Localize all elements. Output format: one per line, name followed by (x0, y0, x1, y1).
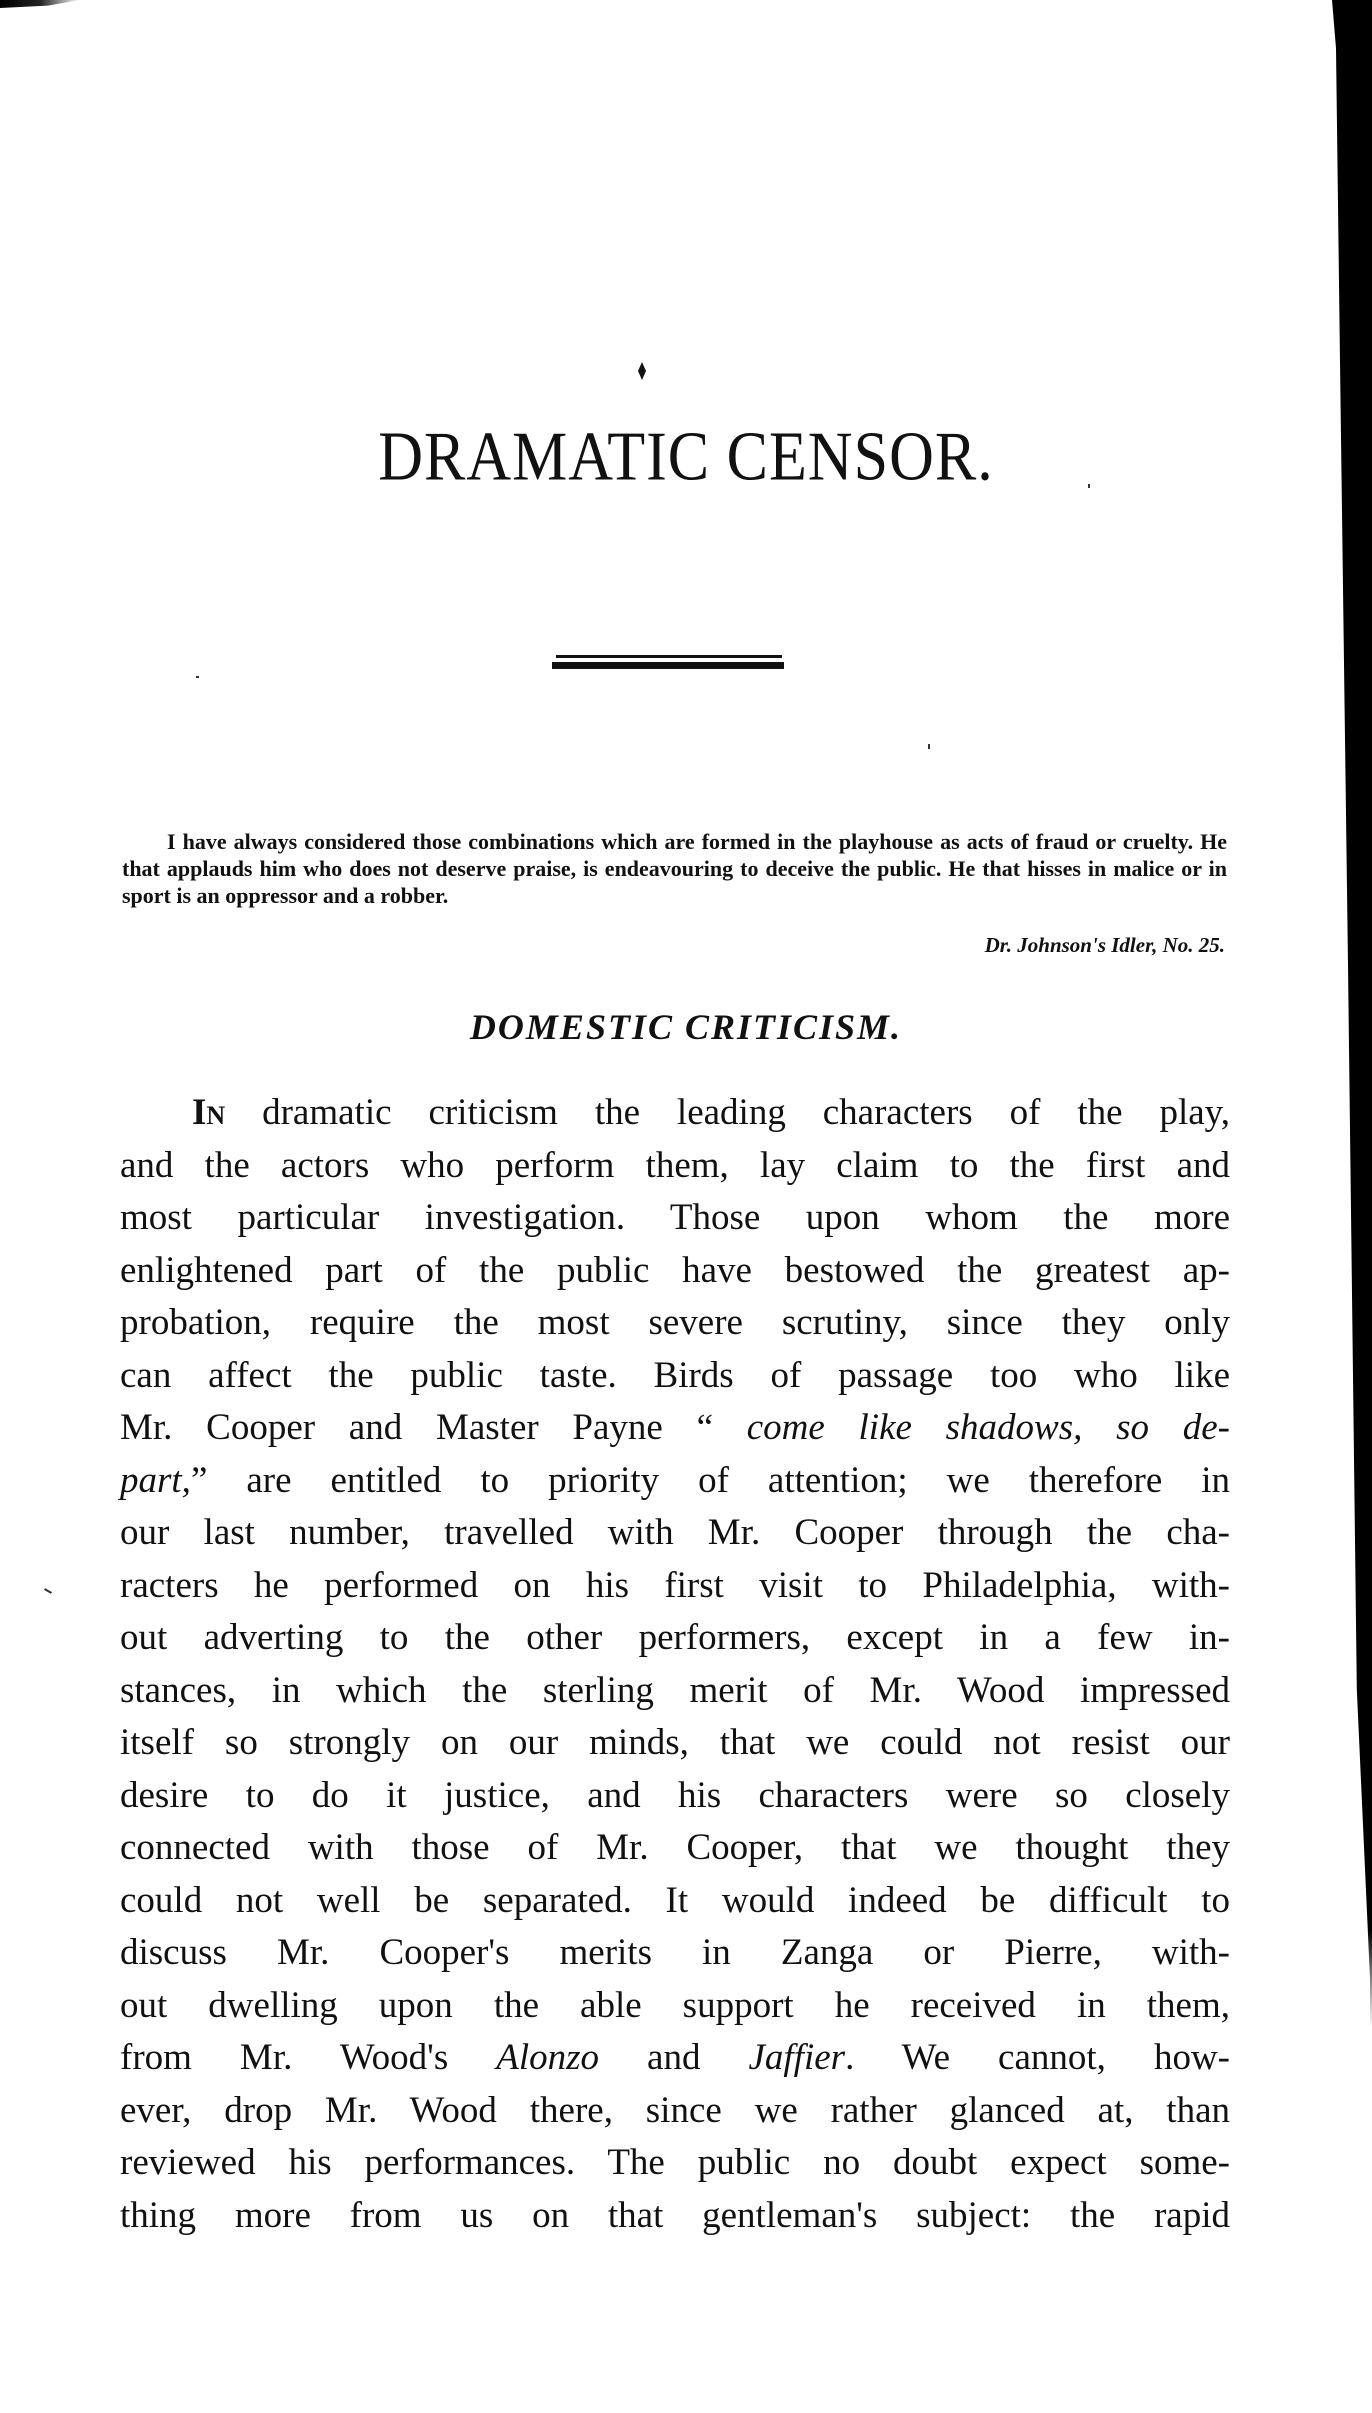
body-line-text: from Mr. Wood's (120, 2037, 497, 2078)
scan-speck (928, 744, 930, 749)
body-line-text: dramatic criticism the leading characters of the play, (225, 1092, 1230, 1133)
role-name-italic: Jaffier (748, 2037, 846, 2078)
opening-word: In (192, 1092, 226, 1133)
body-line: itself so strongly on our minds, that we could not resist our (120, 1722, 1230, 1763)
body-line (120, 1402, 1230, 1455)
scan-speck (44, 1588, 52, 1594)
body-text (120, 1087, 1230, 2242)
body-line-text: . We cannot, how- (845, 2037, 1230, 2078)
epigraph (122, 828, 1227, 909)
body-line: desire to do it justice, and his characters were so closely (120, 1774, 1230, 1816)
rule-thick-line (552, 662, 784, 669)
body-line-text: ” are entitled to priority of attention; we therefore in (190, 1459, 1230, 1501)
rule-thin-line (556, 655, 782, 658)
role-name-italic: Alonzo (496, 2037, 600, 2078)
body-line: thing more from us on that gentleman's subject: the rapid (120, 2194, 1230, 2236)
epigraph-text: I have always considered those combinations which are formed in the playhouse as acts of fraud or cruelty. He that applauds him who does not deserve praise, is endeavouring to deceive the public. He that hisses in malice or in sport is an oppressor and a robber. (122, 829, 1227, 908)
body-line: racters he performed on his first visit to Philadelphia, with- (120, 1564, 1230, 1606)
scan-edge-right (1332, 0, 1372, 2413)
body-line (120, 1087, 1230, 1140)
scan-speck (196, 676, 199, 678)
body-line: reviewed his performances. The public no doubt expect some- (120, 2142, 1230, 2183)
diamond-ornament-icon (638, 362, 646, 380)
body-line: out adverting to the other performers, except in a few in- (120, 1617, 1230, 1658)
body-line-text: Mr. Cooper and Master Payne “ (120, 1407, 747, 1448)
title-double-rule (552, 655, 784, 673)
body-line (120, 2032, 1230, 2085)
body-line: most particular investigation. Those upon whom the more (120, 1197, 1230, 1238)
body-line: connected with those of Mr. Cooper, that we thought they (120, 1827, 1230, 1868)
body-line: our last number, travelled with Mr. Cooper through the cha- (120, 1512, 1230, 1553)
body-line: and the actors who perform them, lay claim to the first and (120, 1144, 1230, 1186)
body-line: probation, require the most severe scrutiny, since they only (120, 1302, 1230, 1343)
quotation-italic: part, (120, 1459, 191, 1501)
quotation-italic: come like shadows, so de- (746, 1407, 1230, 1448)
body-line: stances, in which the sterling merit of Mr. Wood impressed (120, 1669, 1230, 1711)
body-line: out dwelling upon the able support he received in them, (120, 1984, 1230, 2026)
body-line: can affect the public taste. Birds of passage too who like (120, 1354, 1230, 1396)
body-line (120, 1455, 1230, 1508)
body-line: enlightened part of the public have bestowed the greatest ap- (120, 1249, 1230, 1291)
scan-edge-top-left (0, 0, 80, 8)
body-line-text: and (599, 2037, 749, 2078)
epigraph-attribution: Dr. Johnson's Idler, No. 25. (984, 933, 1225, 957)
body-line: discuss Mr. Cooper's merits in Zanga or Pierre, with- (120, 1932, 1230, 1973)
body-line: could not well be separated. It would indeed be difficult to (120, 1879, 1230, 1921)
scan-speck (1088, 484, 1090, 488)
page-title: DRAMATIC CENSOR. (378, 419, 994, 496)
section-heading: DOMESTIC CRITICISM. (469, 1007, 903, 1047)
body-line: ever, drop Mr. Wood there, since we rather glanced at, than (120, 2089, 1230, 2131)
